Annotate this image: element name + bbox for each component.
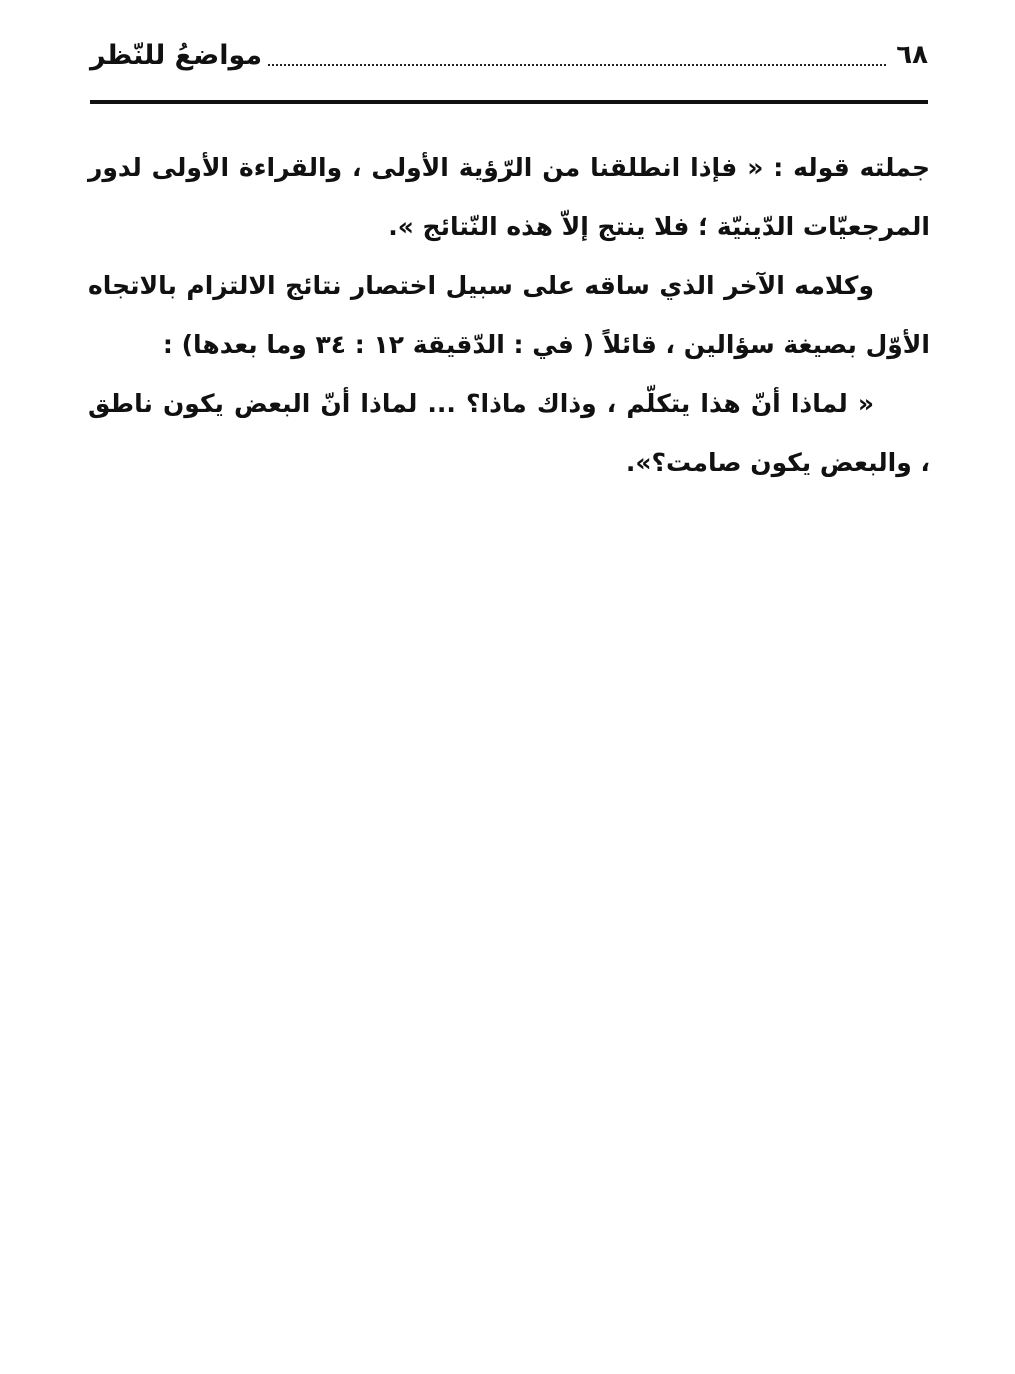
page-header <box>90 32 928 78</box>
body-text <box>88 138 930 492</box>
paragraph-2: وكلامه الآخر الذي ساقه على سبيل اختصار نتائج الالتزام بالاتجاه الأوّل بصيغة سؤالين ، قائلاً ( في : الدّقيقة ١٢ : ٣٤ وما بعدها) : <box>88 271 930 359</box>
paragraph-3-quote: « لماذا أنّ هذا يتكلّم ، وذاك ماذا؟ ... لماذا أنّ البعض يكون ناطق ، والبعض يكون صامت؟». <box>88 389 930 477</box>
dotted-leader <box>268 52 886 66</box>
running-title: مواضعُ للنّظر <box>90 39 263 71</box>
page-number: ٦٨ <box>896 40 928 70</box>
paragraph-1: جملته قوله : « فإذا انطلقنا من الرّؤية الأولى ، والقراءة الأولى لدور المرجعيّات الدّينيّة ؛ فلا ينتج إلاّ هذه النّتائج ». <box>88 153 930 241</box>
header-rule <box>90 100 928 104</box>
